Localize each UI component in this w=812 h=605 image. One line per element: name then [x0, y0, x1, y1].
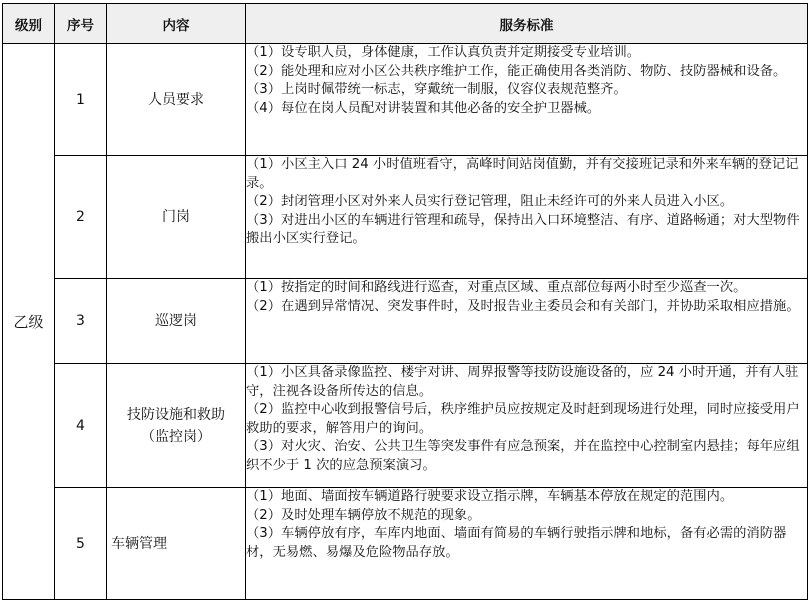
header-content: 内容: [107, 4, 246, 44]
standard-item: （2）及时处理车辆停放不规范的现象。: [246, 507, 481, 523]
row-standard: [246, 488, 808, 600]
standard-item: （2）在遇到异常情况、突发事件时，及时报告业主委员会和有关部门，并协助采取相应措施。: [246, 298, 800, 314]
row-content-label: 门岗: [162, 209, 190, 225]
row-content-label: 技防设施和救助: [127, 406, 225, 423]
row-standard: [246, 44, 808, 156]
row-content: [107, 156, 246, 279]
row-standard: [246, 364, 808, 488]
header-number: 序号: [55, 4, 107, 44]
table-row: [3, 488, 808, 600]
standard-item: （3）对进出小区的车辆进行管理和疏导，保持出入口环境整洁、有序、道路畅通；对大型物件搬出小区实行登记。: [246, 212, 800, 246]
row-number: 4: [55, 364, 107, 488]
row-content-label: 人员要求: [148, 91, 204, 108]
row-number: 1: [55, 44, 107, 156]
row-number: 3: [55, 279, 107, 364]
row-standard: [246, 156, 808, 279]
service-standard-table: [2, 3, 808, 600]
standard-item: （2）能处理和应对小区公共秩序维护工作，能正确使用各类消防、物防、技防器械和设备。: [246, 63, 787, 79]
header-row: [3, 4, 808, 44]
standard-item: （2）封闭管理小区对外来人员实行登记管理，阻止未经许可的外来人员进入小区。: [246, 194, 734, 209]
row-number: 5: [55, 488, 107, 600]
standard-item: （3）上岗时佩带统一标志，穿戴统一制服，仪容仪表规范整齐。: [246, 82, 627, 97]
row-content: [107, 279, 246, 364]
level-cell: 乙级: [3, 44, 55, 600]
table-row: [3, 156, 808, 279]
standard-item: （3）车辆停放有序，车库内地面、墙面有简易的车辆行驶指示牌和地标，备有必需的消防器材，无易燃、易爆及危险物品存放。: [246, 526, 787, 560]
row-content-sublabel: （监控岗）: [141, 428, 211, 445]
row-content-label: 车辆管理: [111, 535, 167, 552]
row-content: [107, 44, 246, 156]
standard-item: （3）对火灾、治安、公共卫生等突发事件有应急预案，并在监控中心控制室内悬挂；每年应组织不少于 1 次的应急预案演习。: [246, 439, 800, 473]
header-level: 级别: [3, 4, 55, 44]
standard-item: （2）监控中心收到报警信号后，秩序维护员应按规定及时赶到现场进行处理，同时应接受用户救助的要求，解答用户的询问。: [246, 402, 800, 436]
row-content-label: 巡逻岗: [155, 313, 197, 329]
standard-item: （4）每位在岗人员配对讲装置和其他必备的安全护卫器械。: [246, 100, 601, 116]
table-row: [3, 279, 808, 364]
row-content: [107, 364, 246, 488]
row-standard: [246, 279, 808, 364]
table-row: [3, 44, 808, 156]
header-standard: 服务标准: [246, 4, 808, 44]
standard-item: （1）小区具备录像监控、楼宇对讲、周界报警等技防设施设备的，应 24 小时开通，并有人驻守，注视各设备所传达的信息。: [246, 365, 799, 399]
row-number: 2: [55, 156, 107, 279]
row-content: [107, 488, 246, 600]
standard-item: （1）小区主入口 24 小时值班看守，高峰时间站岗值勤，并有交接班记录和外来车辆的登记记录。: [246, 157, 799, 191]
table-row: [3, 364, 808, 488]
standard-item: （1）按指定的时间和路线进行巡查，对重点区域、重点部位每两小时至少巡查一次。: [246, 280, 747, 295]
standard-item: （1）地面、墙面按车辆道路行驶要求设立指示牌，车辆基本停放在规定的范围内。: [246, 489, 734, 504]
standard-item: （1）设专职人员，身体健康，工作认真负责并定期接受专业培训。: [246, 45, 641, 60]
